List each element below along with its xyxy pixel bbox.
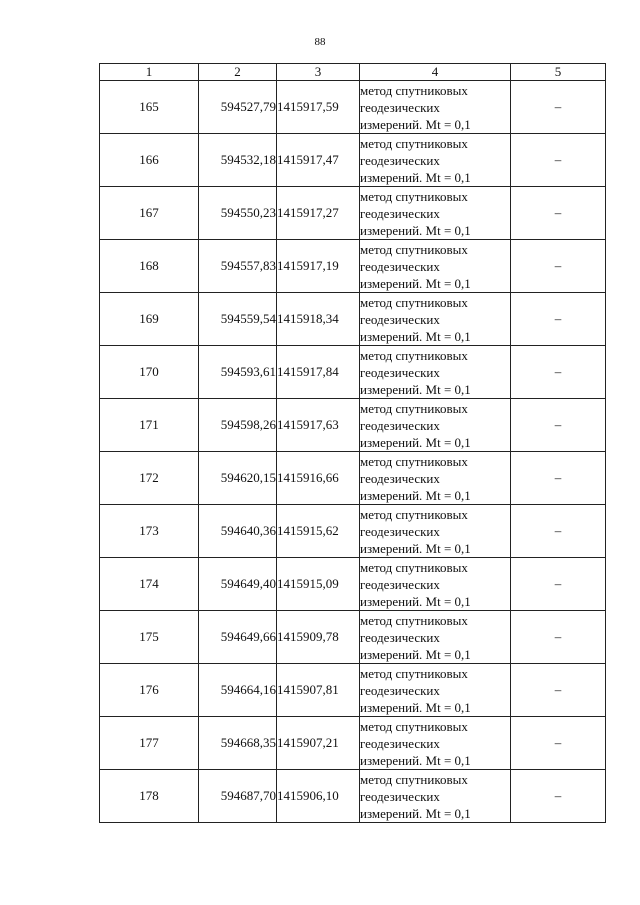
note-cell: –	[511, 770, 606, 823]
method-line: измерений. Mt = 0,1	[360, 540, 471, 556]
method-line: геодезических	[360, 417, 440, 433]
note-cell: –	[511, 240, 606, 293]
note-cell: –	[511, 505, 606, 558]
method-line: метод спутниковых	[360, 559, 468, 575]
method-line: измерений. Mt = 0,1	[360, 646, 471, 662]
method-line: метод спутниковых	[360, 506, 468, 522]
method-description	[360, 134, 511, 187]
method-line: измерений. Mt = 0,1	[360, 222, 471, 238]
method-line: метод спутниковых	[360, 718, 468, 734]
point-number: 173	[100, 505, 199, 558]
method-description	[360, 187, 511, 240]
method-line: метод спутниковых	[360, 135, 468, 151]
table-row	[100, 187, 606, 240]
coordinate-y: 1415917,27	[277, 187, 360, 240]
method-line: геодезических	[360, 682, 440, 698]
coordinate-x: 594593,61	[199, 346, 277, 399]
note-cell: –	[511, 611, 606, 664]
point-number: 165	[100, 81, 199, 134]
coordinate-y: 1415907,21	[277, 717, 360, 770]
header-col-1: 1	[100, 64, 199, 81]
method-line: геодезических	[360, 364, 440, 380]
header-col-3: 3	[277, 64, 360, 81]
table-row	[100, 717, 606, 770]
method-line: геодезических	[360, 523, 440, 539]
point-number: 170	[100, 346, 199, 399]
coordinate-y: 1415916,66	[277, 452, 360, 505]
method-description	[360, 293, 511, 346]
method-line: измерений. Mt = 0,1	[360, 116, 471, 132]
table-row	[100, 558, 606, 611]
method-line: геодезических	[360, 629, 440, 645]
method-description	[360, 717, 511, 770]
coordinate-x: 594649,66	[199, 611, 277, 664]
method-line: геодезических	[360, 735, 440, 751]
table-row	[100, 240, 606, 293]
note-cell: –	[511, 399, 606, 452]
coordinate-x: 594668,35	[199, 717, 277, 770]
method-description	[360, 664, 511, 717]
coordinate-x: 594640,36	[199, 505, 277, 558]
point-number: 172	[100, 452, 199, 505]
note-cell: –	[511, 187, 606, 240]
coordinate-y: 1415909,78	[277, 611, 360, 664]
table-row	[100, 611, 606, 664]
point-number: 167	[100, 187, 199, 240]
method-line: измерений. Mt = 0,1	[360, 381, 471, 397]
coordinate-y: 1415915,62	[277, 505, 360, 558]
method-description	[360, 505, 511, 558]
method-line: метод спутниковых	[360, 294, 468, 310]
method-line: измерений. Mt = 0,1	[360, 434, 471, 450]
coordinate-y: 1415917,59	[277, 81, 360, 134]
point-number: 176	[100, 664, 199, 717]
method-description	[360, 452, 511, 505]
coordinate-y: 1415907,81	[277, 664, 360, 717]
method-line: геодезических	[360, 576, 440, 592]
method-line: геодезических	[360, 470, 440, 486]
coordinate-y: 1415906,10	[277, 770, 360, 823]
method-line: геодезических	[360, 99, 440, 115]
page-number: 88	[314, 36, 326, 48]
method-description	[360, 81, 511, 134]
table-row	[100, 505, 606, 558]
method-line: метод спутниковых	[360, 612, 468, 628]
method-line: измерений. Mt = 0,1	[360, 487, 471, 503]
point-number: 177	[100, 717, 199, 770]
coordinates-table	[99, 63, 606, 823]
method-line: метод спутниковых	[360, 400, 468, 416]
method-description	[360, 558, 511, 611]
coordinate-y: 1415917,19	[277, 240, 360, 293]
table-row	[100, 346, 606, 399]
header-col-5: 5	[511, 64, 606, 81]
method-line: геодезических	[360, 152, 440, 168]
method-description	[360, 240, 511, 293]
method-line: измерений. Mt = 0,1	[360, 699, 471, 715]
method-description	[360, 770, 511, 823]
method-description	[360, 611, 511, 664]
coordinate-x: 594687,70	[199, 770, 277, 823]
coordinate-x: 594532,18	[199, 134, 277, 187]
method-line: метод спутниковых	[360, 453, 468, 469]
point-number: 174	[100, 558, 199, 611]
table-body	[100, 81, 606, 823]
coordinate-y: 1415917,63	[277, 399, 360, 452]
table-row	[100, 293, 606, 346]
note-cell: –	[511, 558, 606, 611]
table-row	[100, 399, 606, 452]
coordinate-x: 594664,16	[199, 664, 277, 717]
coordinate-x: 594649,40	[199, 558, 277, 611]
point-number: 168	[100, 240, 199, 293]
method-line: метод спутниковых	[360, 82, 468, 98]
table-header	[100, 64, 606, 81]
method-description	[360, 399, 511, 452]
method-line: метод спутниковых	[360, 188, 468, 204]
table-row	[100, 770, 606, 823]
coordinate-x: 594527,79	[199, 81, 277, 134]
table-row	[100, 134, 606, 187]
note-cell: –	[511, 81, 606, 134]
coordinate-x: 594550,23	[199, 187, 277, 240]
note-cell: –	[511, 293, 606, 346]
coordinate-y: 1415917,84	[277, 346, 360, 399]
coordinate-x: 594598,26	[199, 399, 277, 452]
coordinate-y: 1415918,34	[277, 293, 360, 346]
point-number: 178	[100, 770, 199, 823]
method-description	[360, 346, 511, 399]
method-line: геодезических	[360, 311, 440, 327]
point-number: 171	[100, 399, 199, 452]
header-row	[100, 64, 606, 81]
method-line: метод спутниковых	[360, 665, 468, 681]
table-row	[100, 452, 606, 505]
point-number: 166	[100, 134, 199, 187]
point-number: 169	[100, 293, 199, 346]
method-line: измерений. Mt = 0,1	[360, 275, 471, 291]
note-cell: –	[511, 346, 606, 399]
note-cell: –	[511, 452, 606, 505]
method-line: геодезических	[360, 205, 440, 221]
method-line: измерений. Mt = 0,1	[360, 752, 471, 768]
method-line: геодезических	[360, 788, 440, 804]
method-line: измерений. Mt = 0,1	[360, 805, 471, 821]
header-col-4: 4	[360, 64, 511, 81]
note-cell: –	[511, 717, 606, 770]
note-cell: –	[511, 664, 606, 717]
method-line: геодезических	[360, 258, 440, 274]
header-col-2: 2	[199, 64, 277, 81]
method-line: метод спутниковых	[360, 347, 468, 363]
coordinate-x: 594620,15	[199, 452, 277, 505]
coordinate-x: 594559,54	[199, 293, 277, 346]
method-line: метод спутниковых	[360, 241, 468, 257]
method-line: метод спутниковых	[360, 771, 468, 787]
coordinate-x: 594557,83	[199, 240, 277, 293]
method-line: измерений. Mt = 0,1	[360, 593, 471, 609]
table-row	[100, 81, 606, 134]
coordinate-y: 1415915,09	[277, 558, 360, 611]
point-number: 175	[100, 611, 199, 664]
coordinate-y: 1415917,47	[277, 134, 360, 187]
table-row	[100, 664, 606, 717]
method-line: измерений. Mt = 0,1	[360, 169, 471, 185]
method-line: измерений. Mt = 0,1	[360, 328, 471, 344]
note-cell: –	[511, 134, 606, 187]
